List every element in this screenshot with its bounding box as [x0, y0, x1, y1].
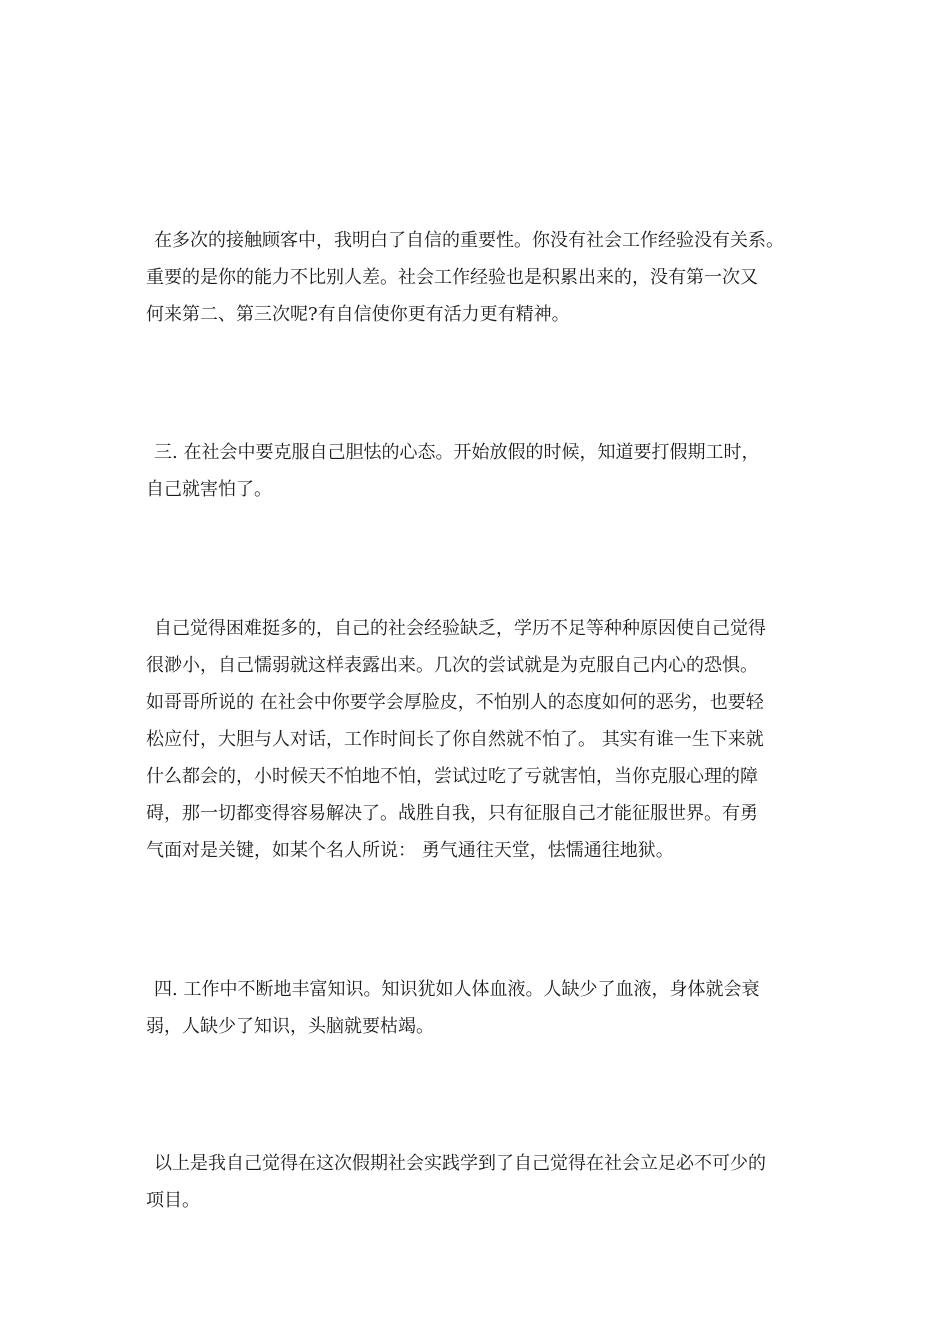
paragraph-line: 三. 在社会中要克服自己胆怯的心态。开始放假的时候，知道要打假期工时，: [154, 442, 760, 463]
paragraph-section-three: [146, 434, 818, 508]
paragraph-line: 弱，人缺少了知识，头脑就要枯竭。: [146, 1016, 434, 1037]
paragraph-line: 如哥哥所说的 在社会中你要学会厚脸皮，不怕别人的态度如何的恶劣，也要轻: [146, 692, 764, 713]
paragraph-line: 什么都会的，小时候天不怕地不怕，尝试过吃了亏就害怕，当你克服心理的障: [146, 766, 758, 787]
paragraph-line: 四. 工作中不断地丰富知识。知识犹如人体血液。人缺少了血液，身体就会衰: [154, 979, 760, 1000]
paragraph-line: 以上是我自己觉得在这次假期社会实践学到了自己觉得在社会立足必不可少的: [154, 1153, 766, 1174]
paragraph-line: 碍，那一切都变得容易解决了。战胜自我，只有征服自己才能征服世界。有勇: [146, 803, 758, 824]
paragraph-line: 何来第二、第三次呢?有自信使你更有活力更有精神。: [146, 304, 570, 325]
paragraph-line: 项目。: [146, 1190, 200, 1211]
paragraph-line: 自己觉得困难挺多的，自己的社会经验缺乏，学历不足等种种原因使自己觉得: [154, 618, 766, 639]
paragraph-line: 很渺小，自己懦弱就这样表露出来。几次的尝试就是为克服自己内心的恐惧。: [146, 655, 758, 676]
paragraph-line: 自己就害怕了。: [146, 479, 272, 500]
paragraph-section-four: [146, 971, 818, 1045]
paragraph-conclusion: [146, 1145, 818, 1219]
paragraph-line: 在多次的接触顾客中，我明白了自信的重要性。你没有社会工作经验没有关系。: [154, 230, 784, 251]
paragraph-overcoming-fear: [146, 610, 818, 869]
paragraph-line: 重要的是你的能力不比别人差。社会工作经验也是积累出来的，没有第一次又: [146, 267, 758, 288]
paragraph-line: 气面对是关键，如某个名人所说： 勇气通往天堂，怯懦通往地狱。: [146, 840, 674, 861]
paragraph-line: 松应付，大胆与人对话，工作时间长了你自然就不怕了。 其实有谁一生下来就: [146, 729, 764, 750]
paragraph-confidence: [146, 222, 818, 333]
